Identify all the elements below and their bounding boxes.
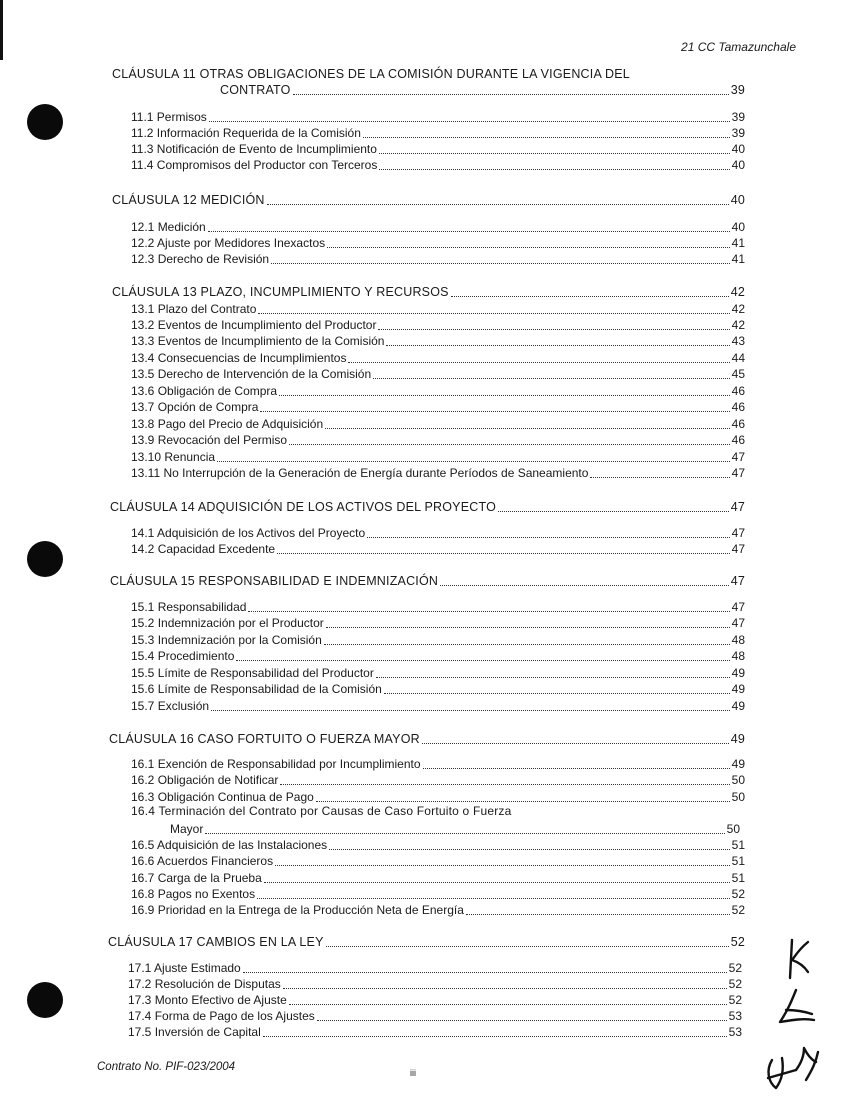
entry-text: 16.5 Adquisición de las Instalaciones [131, 838, 328, 852]
leader-dots [378, 314, 729, 330]
entry-text: 13.10 Renuncia [131, 450, 216, 464]
page-ref: 46 [731, 417, 745, 431]
page-ref: 47 [730, 574, 745, 588]
entry-text: 16.2 Obligación de Notificar [131, 773, 279, 787]
page-ref: 47 [731, 542, 745, 556]
page-ref: 49 [730, 732, 745, 746]
page-ref: 39 [731, 126, 745, 140]
toc-entry[interactable] [131, 902, 745, 918]
leader-dots [289, 989, 727, 1005]
entry-text: 16.9 Prioridad en la Entrega de la Producción Neta de Energía [131, 903, 464, 917]
leader-dots [280, 769, 729, 785]
leader-dots [293, 79, 729, 95]
leader-dots [348, 347, 729, 363]
entry-text: 15.2 Indemnización por el Productor [131, 616, 324, 630]
clause-title: CLÁUSULA 16 CASO FORTUITO O FUERZA MAYOR [109, 732, 420, 746]
entry-text: 16.7 Carga de la Prueba [131, 871, 262, 885]
clause-row[interactable] [110, 573, 745, 589]
clause-row[interactable] [112, 192, 745, 208]
entry-text: 14.1 Adquisición de los Activos del Proyecto [131, 526, 366, 540]
entry-text: 12.2 Ajuste por Medidores Inexactos [131, 236, 326, 250]
leader-dots [379, 154, 729, 170]
leader-dots [326, 931, 729, 947]
entry-text: 12.3 Derecho de Revisión [131, 252, 270, 266]
entry-text: 13.6 Obligación de Compra [131, 384, 278, 398]
leader-dots [289, 429, 730, 445]
leader-dots [324, 629, 730, 645]
leader-dots [498, 496, 729, 512]
entry-text: 17.3 Monto Efectivo de Ajuste [128, 993, 287, 1007]
page-ref: 47 [731, 450, 745, 464]
page-ref: 42 [731, 318, 745, 332]
punch-hole [27, 982, 63, 1018]
punch-hole [27, 541, 63, 577]
entry-text: 15.4 Procedimiento [131, 649, 235, 663]
leader-dots [373, 363, 730, 379]
clause-row[interactable] [108, 934, 745, 950]
page-ref: 46 [731, 400, 745, 414]
leader-dots [275, 850, 730, 866]
page-number: iii [410, 1068, 416, 1078]
leader-dots [248, 596, 729, 612]
entry-text: 14.2 Capacidad Excedente [131, 542, 276, 556]
leader-dots [329, 834, 730, 850]
page-ref: 52 [728, 977, 742, 991]
entry-text: 13.5 Derecho de Intervención de la Comisión [131, 367, 372, 381]
page-ref: 46 [731, 384, 745, 398]
entry-text: 15.7 Exclusión [131, 699, 210, 713]
toc-entry[interactable] [131, 541, 745, 557]
page-ref: 50 [731, 773, 745, 787]
leader-dots [208, 216, 730, 232]
leader-dots [211, 695, 730, 711]
entry-text: 13.3 Eventos de Incumplimiento de la Comisión [131, 334, 385, 348]
leader-dots [279, 380, 730, 396]
entry-text: 16.8 Pagos no Exentos [131, 887, 256, 901]
page-ref: 42 [730, 285, 745, 299]
leader-dots [379, 138, 730, 154]
leader-dots [283, 973, 727, 989]
page-ref: 49 [731, 682, 745, 696]
leader-dots [205, 818, 724, 834]
entry-text: 15.1 Responsabilidad [131, 600, 247, 614]
page-ref: 51 [731, 871, 745, 885]
page-ref: 47 [731, 616, 745, 630]
entry-text: 11.3 Notificación de Evento de Incumplimiento [131, 142, 377, 156]
page-ref: 50 [726, 822, 740, 836]
leader-dots [263, 1021, 727, 1037]
entry-text: Mayor [170, 822, 204, 836]
page-ref: 52 [728, 961, 742, 975]
entry-text: 13.7 Opción de Compra [131, 400, 259, 414]
entry-text: 13.11 No Interrupción de la Generación de Energía durante Períodos de Saneamiento [131, 466, 589, 480]
entry-text: 16.3 Obligación Continua de Pago [131, 790, 314, 804]
entry-text: 15.5 Límite de Responsabilidad del Productor [131, 666, 374, 680]
page-ref: 47 [730, 500, 745, 514]
page-ref: 41 [731, 252, 745, 266]
leader-dots [264, 867, 730, 883]
document-header: 21 CC Tamazunchale [681, 40, 796, 54]
page-ref: 44 [731, 351, 745, 365]
handwritten-initials [752, 930, 832, 1100]
clause-row[interactable] [109, 731, 745, 747]
page-ref: 52 [728, 993, 742, 1007]
entry-text: 13.4 Consecuencias de Incumplimientos [131, 351, 347, 365]
entry-text: 16.1 Exención de Responsabilidad por Incumplimiento [131, 757, 421, 771]
page-ref: 53 [728, 1009, 742, 1023]
punch-hole [27, 104, 63, 140]
page-ref: 52 [731, 903, 745, 917]
entry-text[interactable]: 16.4 Terminación del Contrato por Causas de Caso Fortuito o Fuerza [131, 804, 512, 818]
leader-dots [376, 662, 730, 678]
clause-title: CLÁUSULA 17 CAMBIOS EN LA LEY [108, 935, 324, 949]
toc-entry[interactable] [131, 465, 745, 481]
clause-title: CLÁUSULA 15 RESPONSABILIDAD E INDEMNIZACIÓN [110, 574, 439, 588]
leader-dots [271, 248, 730, 264]
entry-text: 13.8 Pago del Precio de Adquisición [131, 417, 324, 431]
leader-dots [217, 446, 730, 462]
leader-dots [209, 106, 730, 122]
page-ref: 52 [730, 935, 745, 949]
page-ref: 50 [731, 790, 745, 804]
leader-dots [384, 678, 730, 694]
page-ref: 47 [731, 526, 745, 540]
page-ref: 41 [731, 236, 745, 250]
leader-dots [327, 232, 730, 248]
page-ref: 47 [731, 466, 745, 480]
entry-text: 13.1 Plazo del Contrato [131, 302, 257, 316]
entry-text: 17.5 Inversión de Capital [128, 1025, 261, 1039]
entry-text: 17.1 Ajuste Estimado [128, 961, 241, 975]
page-ref: 53 [728, 1025, 742, 1039]
page-ref: 49 [731, 699, 745, 713]
leader-dots [260, 396, 729, 412]
page-ref: 39 [731, 110, 745, 124]
leader-dots [367, 522, 730, 538]
clause-title-cont: CONTRATO [220, 83, 291, 97]
entry-text: 17.2 Resolución de Disputas [128, 977, 281, 991]
entry-text: 16.6 Acuerdos Financieros [131, 854, 274, 868]
leader-dots [267, 189, 729, 205]
entry-text: 13.2 Eventos de Incumplimiento del Productor [131, 318, 377, 332]
toc-entry[interactable] [131, 251, 745, 267]
leader-dots [277, 538, 730, 554]
leader-dots [326, 612, 730, 628]
page-ref: 39 [730, 83, 745, 97]
page-ref: 42 [731, 302, 745, 316]
entry-text: 13.9 Revocación del Permiso [131, 433, 288, 447]
entry-text: 15.6 Límite de Responsabilidad de la Comisión [131, 682, 382, 696]
leader-dots [243, 957, 727, 973]
clause-row[interactable] [110, 499, 745, 515]
page-ref: 49 [731, 666, 745, 680]
leader-dots [236, 645, 729, 661]
entry-text: 11.4 Compromisos del Productor con Terceros [131, 158, 378, 172]
leader-dots [258, 298, 729, 314]
page-ref: 48 [731, 633, 745, 647]
clause-title: CLÁUSULA 13 PLAZO, INCUMPLIMIENTO Y RECURSOS [112, 285, 449, 299]
toc-entry[interactable] [131, 698, 745, 714]
leader-dots [451, 281, 729, 297]
leader-dots [317, 1005, 727, 1021]
leader-dots [316, 786, 730, 802]
page-ref: 52 [731, 887, 745, 901]
leader-dots [363, 122, 730, 138]
page-ref: 43 [731, 334, 745, 348]
page-ref: 49 [731, 757, 745, 771]
leader-dots [423, 753, 730, 769]
clause-title: CLÁUSULA 12 MEDICIÓN [112, 193, 265, 207]
clause-title: CLÁUSULA 14 ADQUISICIÓN DE LOS ACTIVOS DEL PROYECTO [110, 500, 497, 514]
page-ref: 45 [731, 367, 745, 381]
entry-text: 15.3 Indemnización por la Comisión [131, 633, 322, 647]
page-ref: 51 [731, 838, 745, 852]
leader-dots [386, 330, 729, 346]
page-ref: 40 [731, 142, 745, 156]
toc-entry[interactable] [128, 1024, 742, 1040]
contract-number: Contrato No. PIF-023/2004 [97, 1061, 236, 1073]
leader-dots [257, 883, 730, 899]
leader-dots [422, 728, 729, 744]
page-ref: 40 [730, 193, 745, 207]
margin-rule [0, 0, 3, 60]
entry-text: 17.4 Forma de Pago de los Ajustes [128, 1009, 315, 1023]
entry-text: 11.1 Permisos [131, 110, 207, 124]
clause-title: CLÁUSULA 11 OTRAS OBLIGACIONES DE LA COMISIÓN DURANTE LA VIGENCIA DEL [112, 67, 630, 81]
leader-dots [440, 570, 729, 586]
toc-entry[interactable] [131, 157, 745, 173]
clause-row[interactable] [220, 82, 745, 98]
toc-entry[interactable] [131, 789, 745, 805]
leader-dots [590, 462, 729, 478]
entry-text: 12.1 Medición [131, 220, 206, 234]
page-ref: 51 [731, 854, 745, 868]
page-ref: 48 [731, 649, 745, 663]
page-ref: 40 [731, 220, 745, 234]
leader-dots [466, 899, 730, 915]
entry-text: 11.2 Información Requerida de la Comisión [131, 126, 361, 140]
page-ref: 47 [731, 600, 745, 614]
page-ref: 46 [731, 433, 745, 447]
page-ref: 40 [731, 158, 745, 172]
leader-dots [325, 413, 730, 429]
